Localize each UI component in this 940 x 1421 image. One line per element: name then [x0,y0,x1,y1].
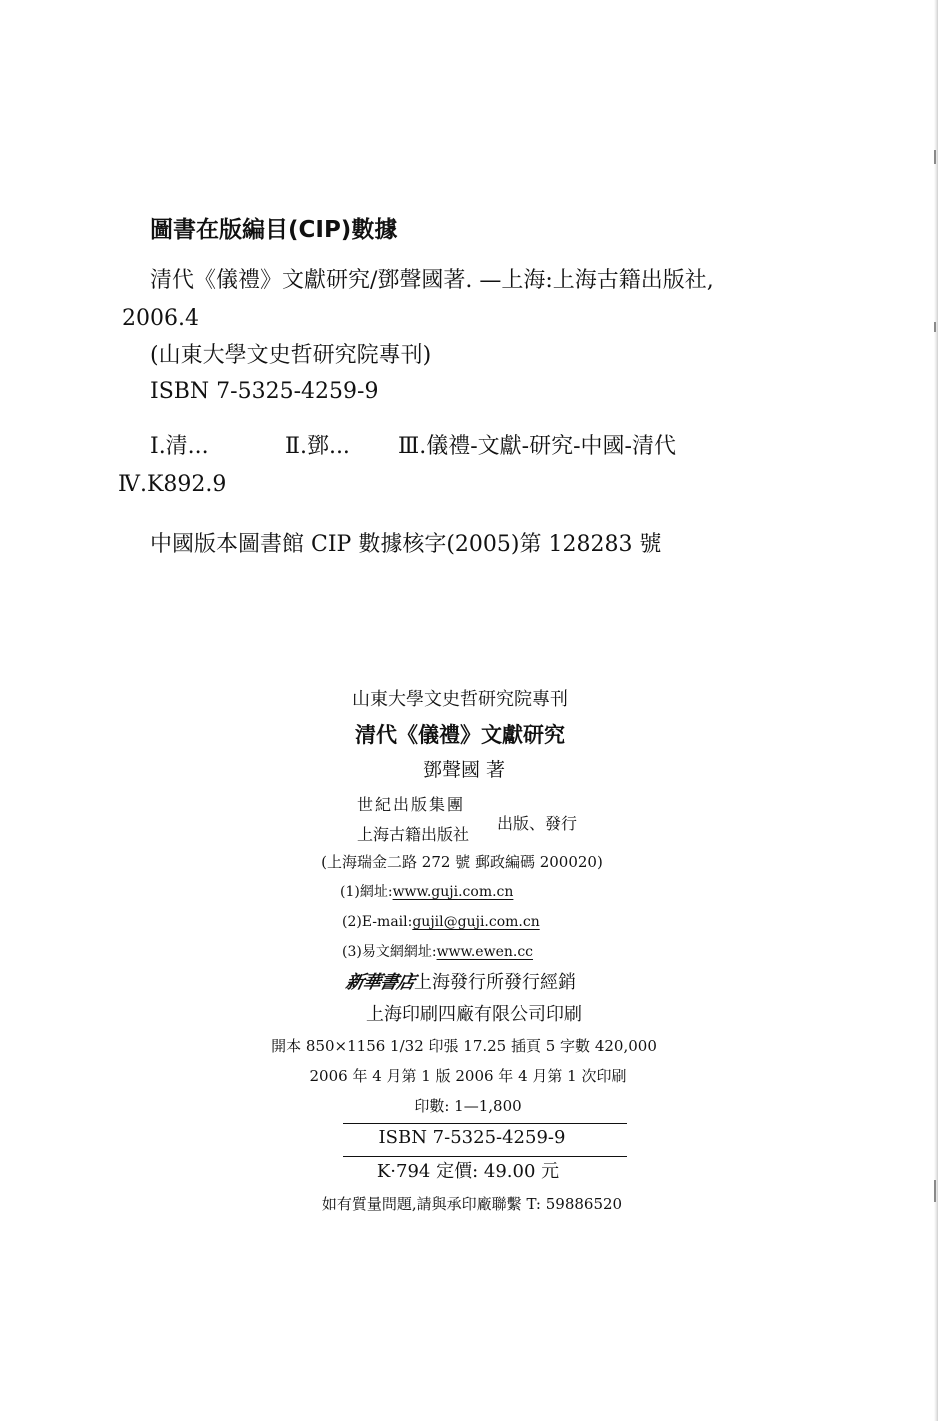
cip-series-line: (山東大學文史哲研究院專刊) [150,343,432,368]
colophon-publisher-role: 出版、發行 [497,814,578,833]
colophon-printer: 上海印刷四廠有限公司印刷 [366,1004,582,1025]
colophon-series: 山東大學文史哲研究院專刊 [352,689,568,710]
colophon-publisher-group: 世紀出版集團 [357,795,466,814]
colophon-title: 清代《儀禮》文獻研究 [355,722,565,747]
cip-heading: 圖書在版編目(CIP)數據 [150,217,398,243]
colophon-edition: 2006 年 4 月第 1 版 2006 年 4 月第 1 次印刷 [309,1067,627,1085]
cip-isbn-line: ISBN 7-5325-4259-9 [150,379,379,404]
cip-index-term: Ⅰ.清... [150,434,209,459]
colophon-ewen-website [342,945,533,959]
cip-title-line: 清代《儀禮》文獻研究/鄧聲國著. —上海:上海古籍出版社, [150,268,714,293]
colophon-email [342,915,540,929]
xinhua-bookstore-logo: 新華書店 [343,972,417,993]
cip-record [0,0,940,600]
email-address[interactable]: gujil@guji.com.cn [412,914,540,930]
colophon-address: (上海瑞金二路 272 號 郵政編碼 200020) [321,853,603,871]
cip-date-line: 2006.4 [122,306,199,331]
cip-approval-number: 中國版本圖書館 CIP 數據核字(2005)第 128283 號 [150,532,662,557]
email-prefix: (2)E-mail: [342,914,413,930]
cip-index-term: Ⅲ.儀禮-文獻-研究-中國-清代 [398,434,676,459]
colophon-distributor [343,972,576,993]
colophon-website [340,885,513,899]
colophon-publisher: 上海古籍出版社 [357,825,470,844]
website-prefix: (1)網址: [340,884,393,900]
cip-index-term: Ⅱ.鄧... [285,434,350,459]
divider-line [343,1156,627,1157]
cip-classification: Ⅳ.K892.9 [118,472,227,497]
colophon-specs: 開本 850×1156 1/32 印張 17.25 插頁 5 字數 420,000 [271,1037,657,1055]
colophon-price: K·794 定價: 49.00 元 [376,1161,560,1182]
website-prefix: (3)易文網網址: [342,944,437,960]
colophon [0,600,940,1240]
colophon-author: 鄧聲國 著 [422,759,506,781]
distributor-text: 上海發行所發行經銷 [414,972,576,993]
divider-line [343,1123,627,1124]
colophon-quality-notice: 如有質量問題,請與承印廠聯繫 T: 59886520 [321,1195,623,1213]
website-url[interactable]: www.guji.com.cn [392,884,514,900]
colophon-print-run: 印數: 1—1,800 [414,1097,522,1115]
website-url[interactable]: www.ewen.cc [436,944,534,960]
colophon-isbn: ISBN 7-5325-4259-9 [378,1127,566,1148]
